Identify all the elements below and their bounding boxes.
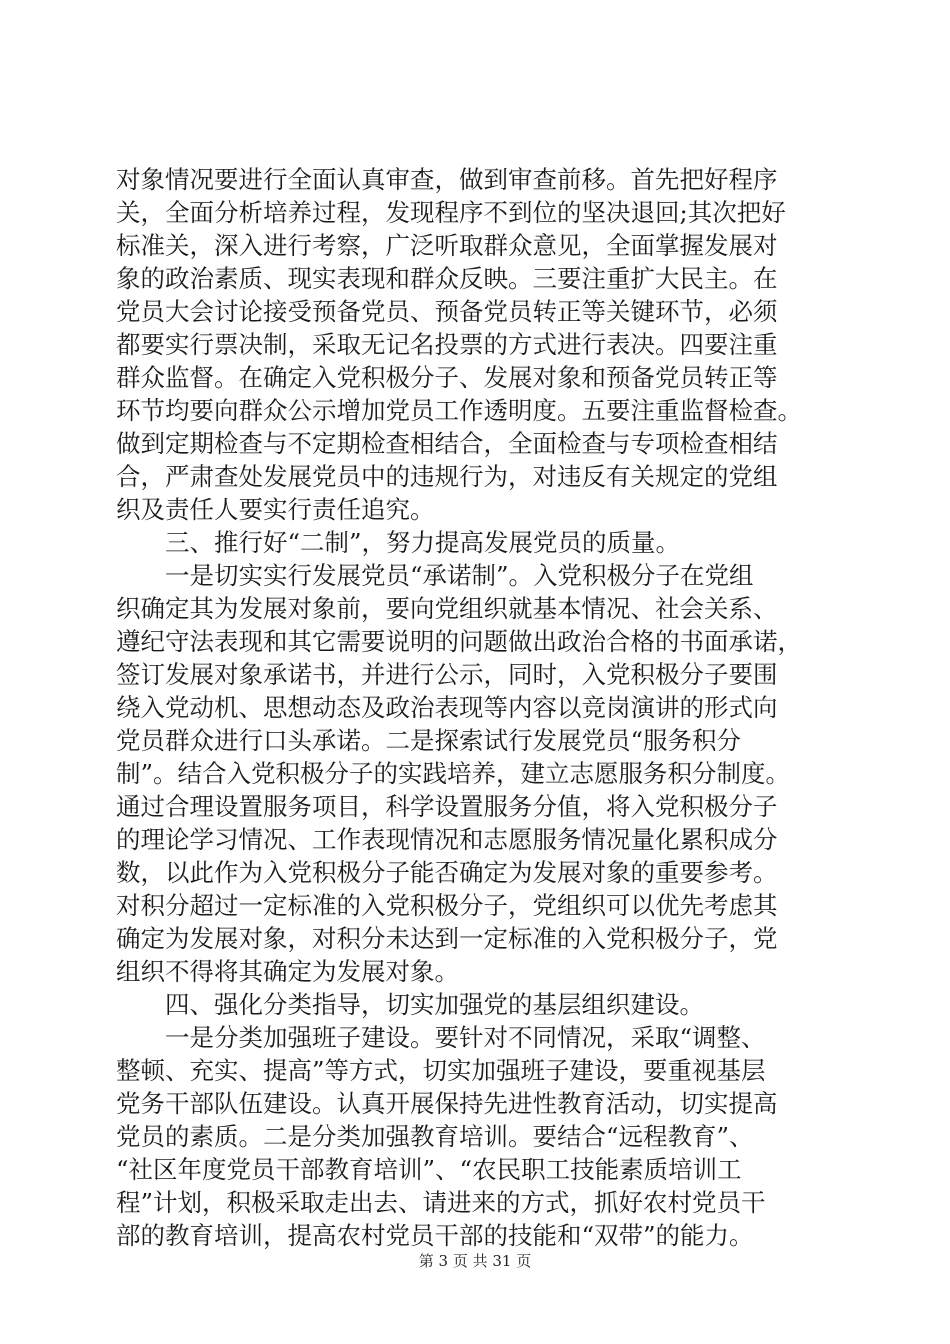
text-line: “社区年度党员干部教育培训”、“农民职工技能素质培训工 [116,1155,742,1184]
text-line: 群众监督。在确定入党积极分子、发展对象和预备党员转正等 [116,363,778,392]
text-line: 环节均要向群众公示增加党员工作透明度。五要注重监督检查。 [116,396,802,425]
text-line: 一是分类加强班子建设。要针对不同情况，采取“调整、 [116,1023,766,1052]
text-line: 程”计划，积极采取走出去、请进来的方式，抓好农村党员干 [116,1188,766,1217]
text-line: 党员的素质。二是分类加强教育培训。要结合“远程教育”、 [116,1122,754,1151]
text-line: 织及责任人要实行责任追究。 [116,495,435,524]
text-line: 党务干部队伍建设。认真开展保持先进性教育活动，切实提高 [116,1089,778,1118]
text-line: 对象情况要进行全面认真审查，做到审查前移。首先把好程序 [116,165,778,194]
text-line: 对积分超过一定标准的入党积极分子，党组织可以优先考虑其 [116,891,778,920]
text-line: 遵纪守法表现和其它需要说明的问题做出政治合格的书面承诺， [116,627,802,656]
text-line: 制”。结合入党积极分子的实践培养，建立志愿服务积分制度。 [116,759,791,788]
text-line: 合，严肃查处发展党员中的违规行为，对违反有关规定的党组 [116,462,778,491]
text-line: 象的政治素质、现实表现和群众反映。三要注重扩大民主。在 [116,264,778,293]
text-line: 数，以此作为入党积极分子能否确定为发展对象的重要参考。 [116,858,778,887]
text-line: 党员大会讨论接受预备党员、预备党员转正等关键环节，必须 [116,297,778,326]
section-heading: 三、推行好“二制”，努力提高发展党员的质量。 [116,528,681,557]
text-line: 组织不得将其确定为发展对象。 [116,957,459,986]
text-line: 一是切实实行发展党员“承诺制”。入党积极分子在党组 [116,561,754,590]
body-text [116,163,828,1252]
text-line: 党员群众进行口头承诺。二是探索试行发展党员“服务积分 [116,726,742,755]
text-line: 标准关，深入进行考察，广泛听取群众意见，全面掌握发展对 [116,231,778,260]
page-number-footer: 第 3 页 共 31 页 [418,1252,532,1270]
text-line: 织确定其为发展对象前，要向党组织就基本情况、社会关系、 [116,594,778,623]
text-line: 部的教育培训，提高农村党员干部的技能和“双带”的能力。 [116,1221,754,1250]
text-line: 通过合理设置服务项目，科学设置服务分值，将入党积极分子 [116,792,778,821]
text-line: 都要实行票决制，采取无记名投票的方式进行表决。四要注重 [116,330,778,359]
text-line: 整顿、充实、提高”等方式，切实加强班子建设，要重视基层 [116,1056,766,1085]
text-line: 做到定期检查与不定期检查相结合，全面检查与专项检查相结 [116,429,778,458]
text-line: 签订发展对象承诺书，并进行公示，同时，入党积极分子要围 [116,660,778,689]
text-line: 的理论学习情况、工作表现情况和志愿服务情况量化累积成分 [116,825,778,854]
text-line: 确定为发展对象，对积分未达到一定标准的入党积极分子，党 [116,924,778,953]
text-line: 关，全面分析培养过程，发现程序不到位的坚决退回;其次把好 [116,198,786,227]
text-line: 绕入党动机、思想动态及政治表现等内容以竞岗演讲的形式向 [116,693,778,722]
section-heading: 四、强化分类指导，切实加强党的基层组织建设。 [116,990,704,1019]
